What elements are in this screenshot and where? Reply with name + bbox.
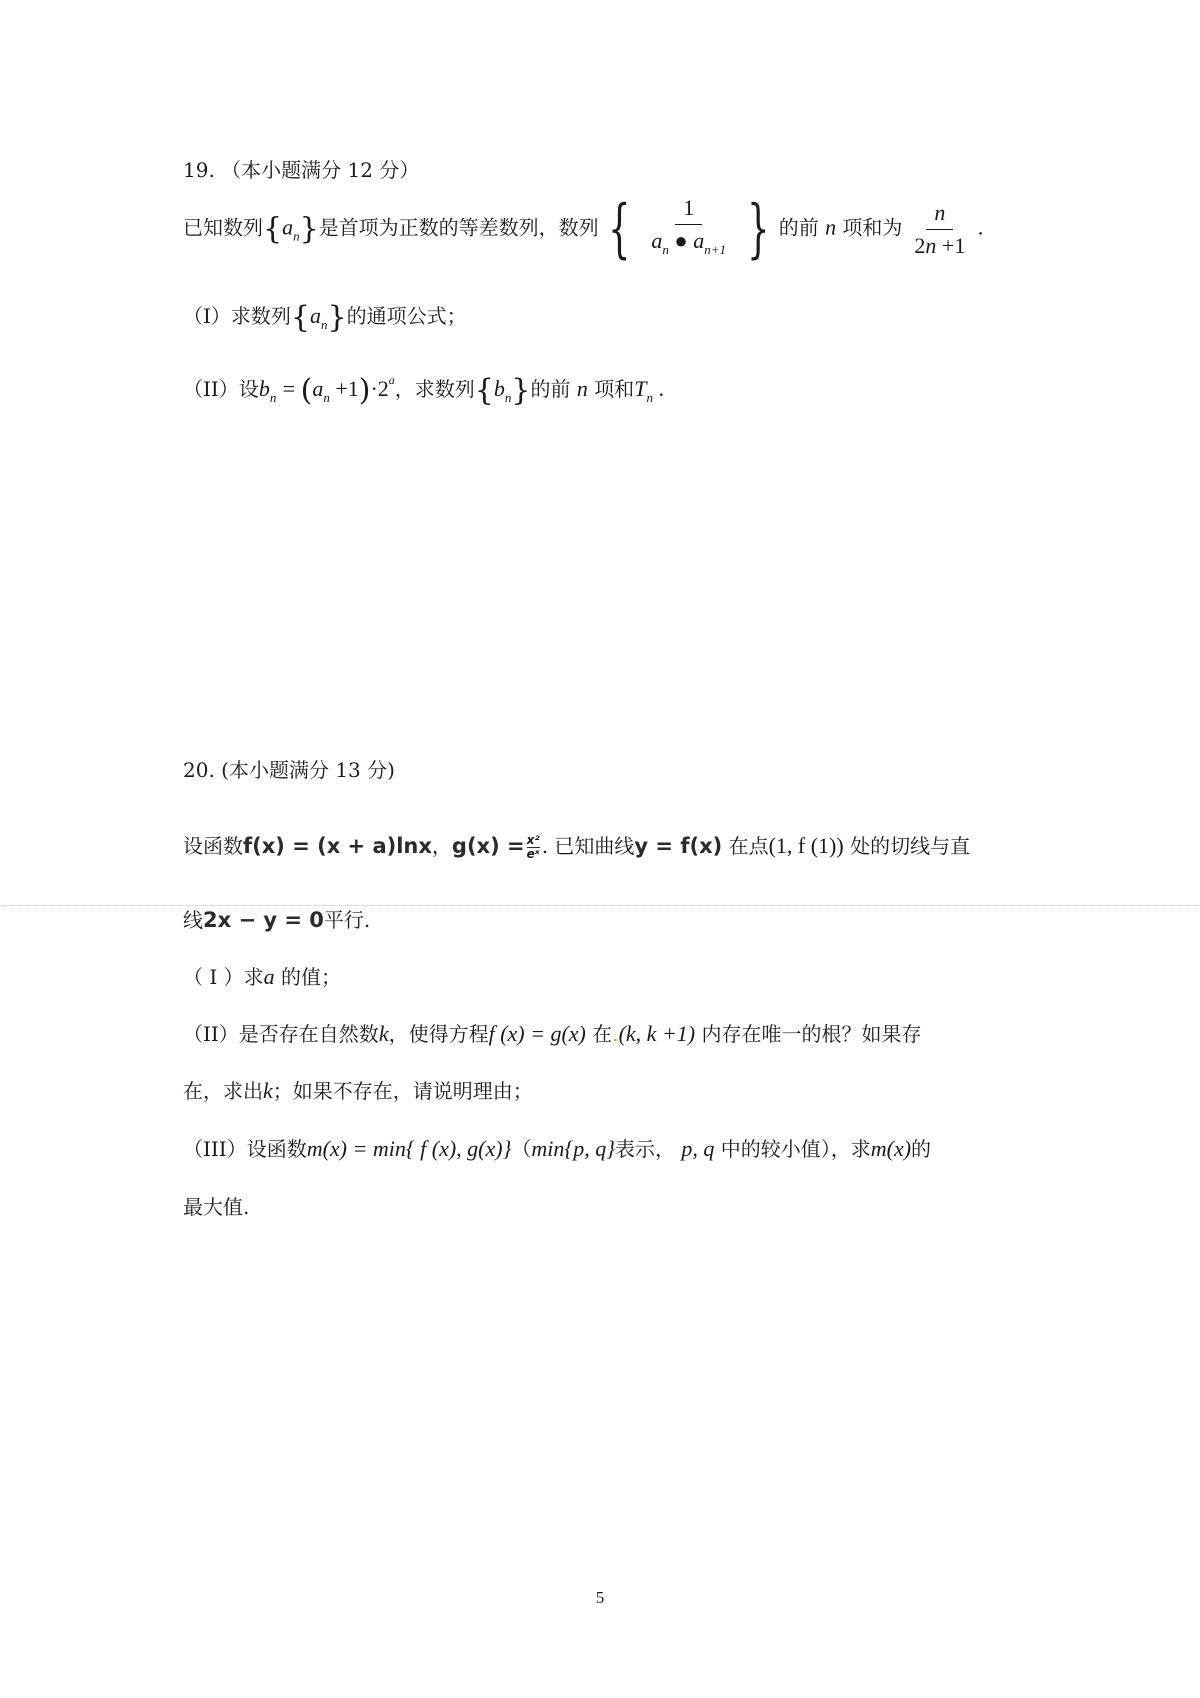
q20-part3-cont: 最大值. (183, 1195, 250, 1219)
q19-stem: 已知数列$\{a_n\}$是首项为正数的等差数列，数列 { $\frac{1}{a_n ● a_{n+1}}$ } 的前 n 项和为 $\frac{n}{2n +1}$ . (183, 192, 984, 266)
q20-header: 20. (本小题满分 13 分) (183, 758, 395, 782)
fraction-g: $\frac{\text{x²}}{\text{eˣ}}$ (526, 833, 540, 861)
q19-part2: （II）设$b_n = (a_n +1)\cdot 2^a$，求数列$\{b_n\}$的前 n 项和$T_n$ . (183, 373, 664, 408)
q19-part1: （I）求数列$\{a_n\}$的通项公式； (183, 300, 467, 335)
q20-line1: 设函数f(x) = (x + a)lnx，g(x) = $\frac{\text{x²}}{\text{eˣ}}$ . 已知曲线y = f(x) 在点(1, f (1)) 处的切线与直 (183, 833, 971, 861)
divider (0, 905, 1200, 906)
q19-header: 19. （本小题满分 12 分） (183, 158, 420, 182)
q20-part1: （ I ）求a 的值； (183, 964, 341, 989)
fraction-reciprocal: $\frac{1}{a_n ● a_{n+1}}$ (651, 195, 726, 257)
q20-part3: （III）设函数m(x) = min{ f (x), g(x)}（min{p, q}表示， p, q 中的较小值），求m(x)的 (183, 1136, 932, 1161)
q20-part2: （II）是否存在自然数k，使得方程f (x) = g(x) 在.(k, k +1) 内存在唯一的根？如果存 (183, 1021, 922, 1046)
fraction-sum: $\frac{n}{2n +1}$ (914, 199, 966, 258)
q20-part2-cont: 在，求出k；如果不存在，请说明理由； (183, 1078, 533, 1103)
page-number: 5 (595, 1588, 605, 1607)
q20-line2: 线2x − y = 0平行. (183, 908, 371, 932)
